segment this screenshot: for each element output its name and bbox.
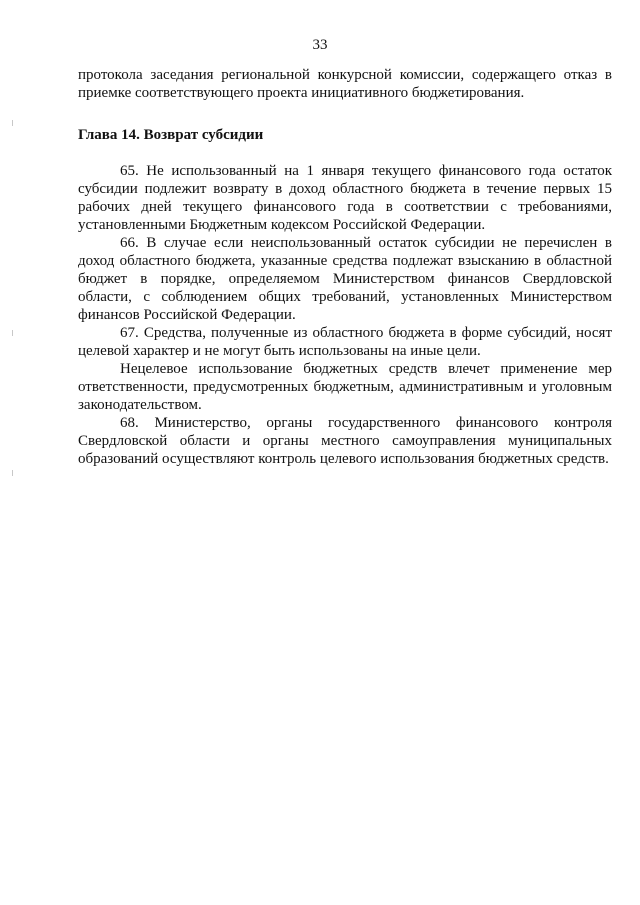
paragraph-68: 68. Министерство, органы государственного финансового контроля Свердловской области и органы местного самоуправления муниципальных образований осуществляют контроль целевого использования бюджетных средств. — [78, 415, 612, 467]
scan-margin-mark — [12, 470, 13, 476]
scan-margin-mark — [12, 330, 13, 336]
paragraph-67: 67. Средства, полученные из областного бюджета в форме субсидий, носят целевой характер и не могут быть использованы на иные цели. — [78, 325, 612, 359]
intro-paragraph: протокола заседания региональной конкурсной комиссии, содержащего отказ в приемке соответствующего проекта инициативного бюджетирования. — [78, 67, 612, 101]
document-body — [78, 66, 612, 468]
scan-margin-mark — [12, 120, 13, 126]
paragraph-65: 65. Не использованный на 1 января текущего финансового года остаток субсидии подлежит возврату в доход областного бюджета в течение первых 15 рабочих дней текущего финансового года в соответствии с требованиями, установленными Бюджетным кодексом Российской Федерации. — [78, 163, 612, 233]
paragraph-66: 66. В случае если неиспользованный остаток субсидии не перечислен в доход областного бюджета, указанные средства подлежат взысканию в областной бюджет в порядке, определяемом Министерством финансов Свердловской области, с соблюдением общих требований, установленных Министерством финансов Российской Федерации. — [78, 235, 612, 323]
paragraph-misuse-liability: Нецелевое использование бюджетных средств влечет применение мер ответственности, предусмотренных бюджетным, административным и уголовным законодательством. — [78, 361, 612, 413]
chapter-heading: Глава 14. Возврат субсидии — [78, 127, 264, 143]
page-number: 33 — [312, 37, 328, 53]
